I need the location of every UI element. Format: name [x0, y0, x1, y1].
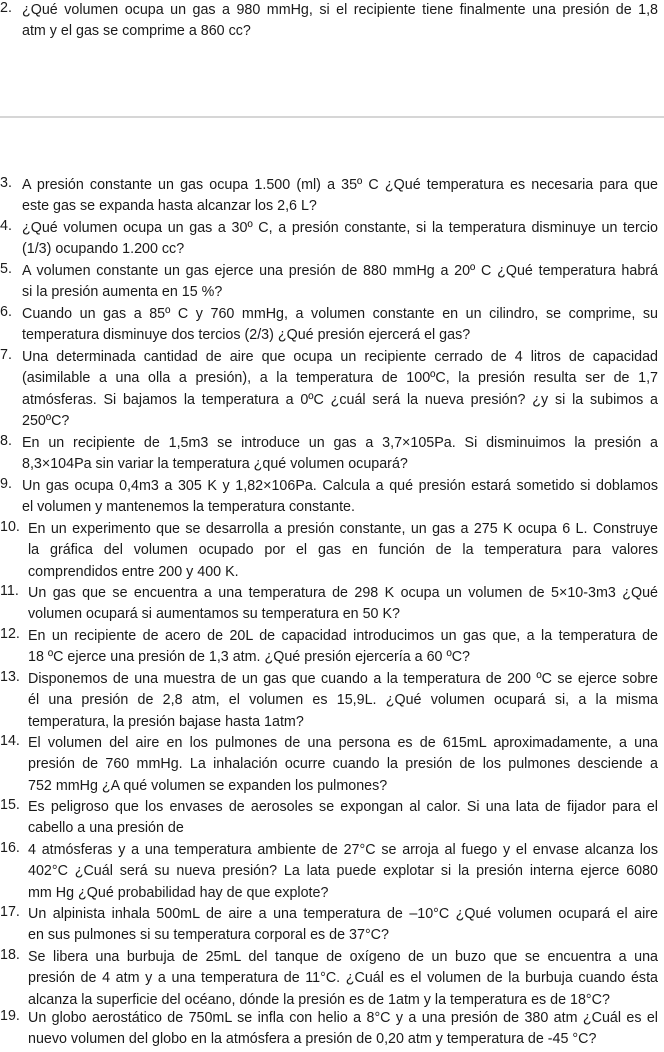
problem-number: 6.: [0, 304, 12, 320]
problem-text-line: 18 ºC ejerce una presión de 1,3 atm. ¿Qué presión ejercería a 60 ºC?: [28, 649, 470, 666]
problem-text-line: Se libera una burbuja de 25mL del tanque de oxígeno de un buzo que se encuentra a una: [28, 949, 658, 965]
problem-text-line: cabello a una presión de: [28, 820, 184, 837]
problem-14: [0, 733, 658, 797]
problem-text-line: mm Hg ¿Qué probabilidad hay de que explote?: [28, 884, 329, 901]
problem-number: 19.: [0, 1008, 20, 1024]
problem-text-line: alcanza la superficie del océano, dónde la presión es de 1atm y la temperatura es de 18°C?: [28, 991, 610, 1008]
problem-7: [0, 347, 658, 433]
problem-number: 13.: [0, 669, 20, 685]
problem-number: 9.: [0, 476, 12, 492]
problem-text-line: nuevo volumen del globo en la atmósfera a presión de 0,20 atm y temperatura de -45 °C?: [28, 1031, 597, 1048]
problem-number: 12.: [0, 626, 20, 642]
problem-text-line: A volumen constante un gas ejerce una presión de 880 mmHg a 20º C ¿Qué temperatura habrá: [22, 263, 658, 279]
problem-number: 14.: [0, 733, 20, 749]
problem-text-line: En un recipiente de 1,5m3 se introduce un gas a 3,7×105Pa. Si disminuimos la presión a: [22, 435, 658, 451]
problem-text-line: Un alpinista inhala 500mL de aire a una temperatura de –10°C ¿Qué volumen ocupará el aire: [28, 906, 658, 922]
problem-number: 8.: [0, 433, 12, 449]
problem-text-line: ¿Qué volumen ocupa un gas a 980 mmHg, si el recipiente tiene finalmente una presión de 1,8: [22, 2, 658, 18]
problem-text-line: El volumen del aire en los pulmones de una persona es de 615mL aproximadamente, a una: [28, 735, 658, 751]
problem-4: [0, 218, 658, 261]
problem-number: 3.: [0, 175, 12, 191]
problem-5: [0, 261, 658, 304]
problem-text-line: el volumen y mantenemos la temperatura constante.: [22, 499, 355, 516]
problem-text-line: 250ºC?: [22, 413, 70, 430]
problem-text-line: En un experimento que se desarrolla a presión constante, un gas a 275 K ocupa 6 L. Construye: [28, 521, 658, 537]
problem-2: [0, 0, 658, 43]
problem-6: [0, 304, 658, 347]
problem-number: 17.: [0, 904, 20, 920]
problem-text-line: presión de 4 atm y a una temperatura de 11°C. ¿Cuál es el volumen de la burbuja cuando ésta: [28, 970, 658, 987]
problem-text-line: Un gas ocupa 0,4m3 a 305 K y 1,82×106Pa. Calcula a qué presión estará sometido si doblamos: [22, 478, 658, 494]
problem-text-line: comprendidos entre 200 y 400 K.: [28, 563, 239, 580]
problem-text-line: (1/3) ocupando 1.200 cc?: [22, 241, 185, 258]
problem-15: [0, 797, 658, 840]
problem-number: 16.: [0, 840, 20, 856]
problem-text-line: presión de 760 mmHg. La inhalación ocurre cuando la presión de los pulmones desciende a: [28, 756, 658, 773]
problem-11: [0, 583, 658, 626]
problem-number: 11.: [0, 583, 19, 599]
problem-text-line: temperatura disminuye dos tercios (2/3) ¿Qué presión ejercerá el gas?: [22, 327, 471, 344]
problem-text-line: Disponemos de una muestra de un gas que cuando a la temperatura de 200 ºC se ejerce sobre: [28, 671, 658, 687]
problem-text-line: la gráfica del volumen ocupado por el gas en función de la temperatura para valores: [28, 542, 658, 559]
problem-text-line: él una presión de 2,8 atm, el volumen es 15,9L. ¿Qué volumen ocupará si, a la misma: [28, 692, 658, 709]
problem-text-line: Un gas que se encuentra a una temperatura de 298 K ocupa un volumen de 5×10-3m3 ¿Qué: [28, 585, 658, 601]
problem-text-line: 402°C ¿Cuál será su nueva presión? La lata puede explotar si la presión interna ejerce 6080: [28, 863, 658, 880]
problem-18: [0, 947, 658, 1011]
problem-9: [0, 476, 658, 519]
problem-16: [0, 840, 658, 904]
problem-text-line: (asimilable a una olla a presión), a la temperatura de 100ºC, la presión resulta ser de 1,7: [22, 370, 658, 387]
problem-text-line: ¿Qué volumen ocupa un gas a 30º C, a presión constante, si la temperatura disminuye un tercio: [22, 220, 658, 236]
problem-number: 4.: [0, 218, 12, 234]
problem-text-line: atm y el gas se comprime a 860 cc?: [22, 23, 251, 40]
problem-text-line: volumen ocupará si aumentamos su temperatura en 50 K?: [28, 606, 400, 623]
problem-17: [0, 904, 658, 947]
problem-text-line: 4 atmósferas y a una temperatura ambiente de 27°C se arroja al fuego y el envase alcanza los: [28, 842, 658, 858]
problem-3: [0, 175, 658, 218]
problem-text-line: Una determinada cantidad de aire que ocupa un recipiente cerrado de 4 litros de capacidad: [22, 349, 658, 365]
problem-text-line: 752 mmHg ¿A qué volumen se expanden los pulmones?: [28, 777, 388, 794]
problem-number: 5.: [0, 261, 12, 277]
problem-number: 15.: [0, 797, 20, 813]
section-divider: [0, 116, 664, 118]
problem-text-line: este gas se expanda hasta alcanzar los 2,6 L?: [22, 198, 317, 215]
problem-text-line: si la presión aumenta en 15 %?: [22, 284, 223, 301]
problem-10: [0, 519, 658, 583]
problem-text-line: en sus pulmones si su temperatura corporal es de 37°C?: [28, 927, 389, 944]
problem-number: 18.: [0, 947, 20, 963]
problem-text-line: A presión constante un gas ocupa 1.500 (ml) a 35º C ¿Qué temperatura es necesaria para que: [22, 177, 658, 193]
problem-8: [0, 433, 658, 476]
problem-text-line: 8,3×104Pa sin variar la temperatura ¿qué volumen ocupará?: [22, 456, 408, 473]
problem-number: 7.: [0, 347, 12, 363]
problem-number: 10.: [0, 519, 20, 535]
problem-text-line: En un recipiente de acero de 20L de capacidad introducimos un gas que, a la temperatura de: [28, 628, 658, 644]
problem-text-line: atmósferas. Si bajamos la temperatura a 0ºC ¿cuál será la nueva presión? ¿y si la subimos a: [22, 391, 658, 408]
problem-text-line: Cuando un gas a 85º C y 760 mmHg, a volumen constante en un cilindro, se comprime, su: [22, 306, 658, 322]
problem-12: [0, 626, 658, 669]
problem-text-line: temperatura, la presión bajase hasta 1atm?: [28, 713, 304, 730]
problem-19: [0, 1008, 658, 1051]
problem-number: 2.: [0, 0, 12, 16]
problem-text-line: Es peligroso que los envases de aerosoles se expongan al calor. Si una lata de fijador para el: [28, 799, 658, 815]
problem-13: [0, 669, 658, 733]
problem-text-line: Un globo aerostático de 750mL se infla con helio a 8°C y a una presión de 380 atm ¿Cuál es el: [28, 1010, 658, 1026]
